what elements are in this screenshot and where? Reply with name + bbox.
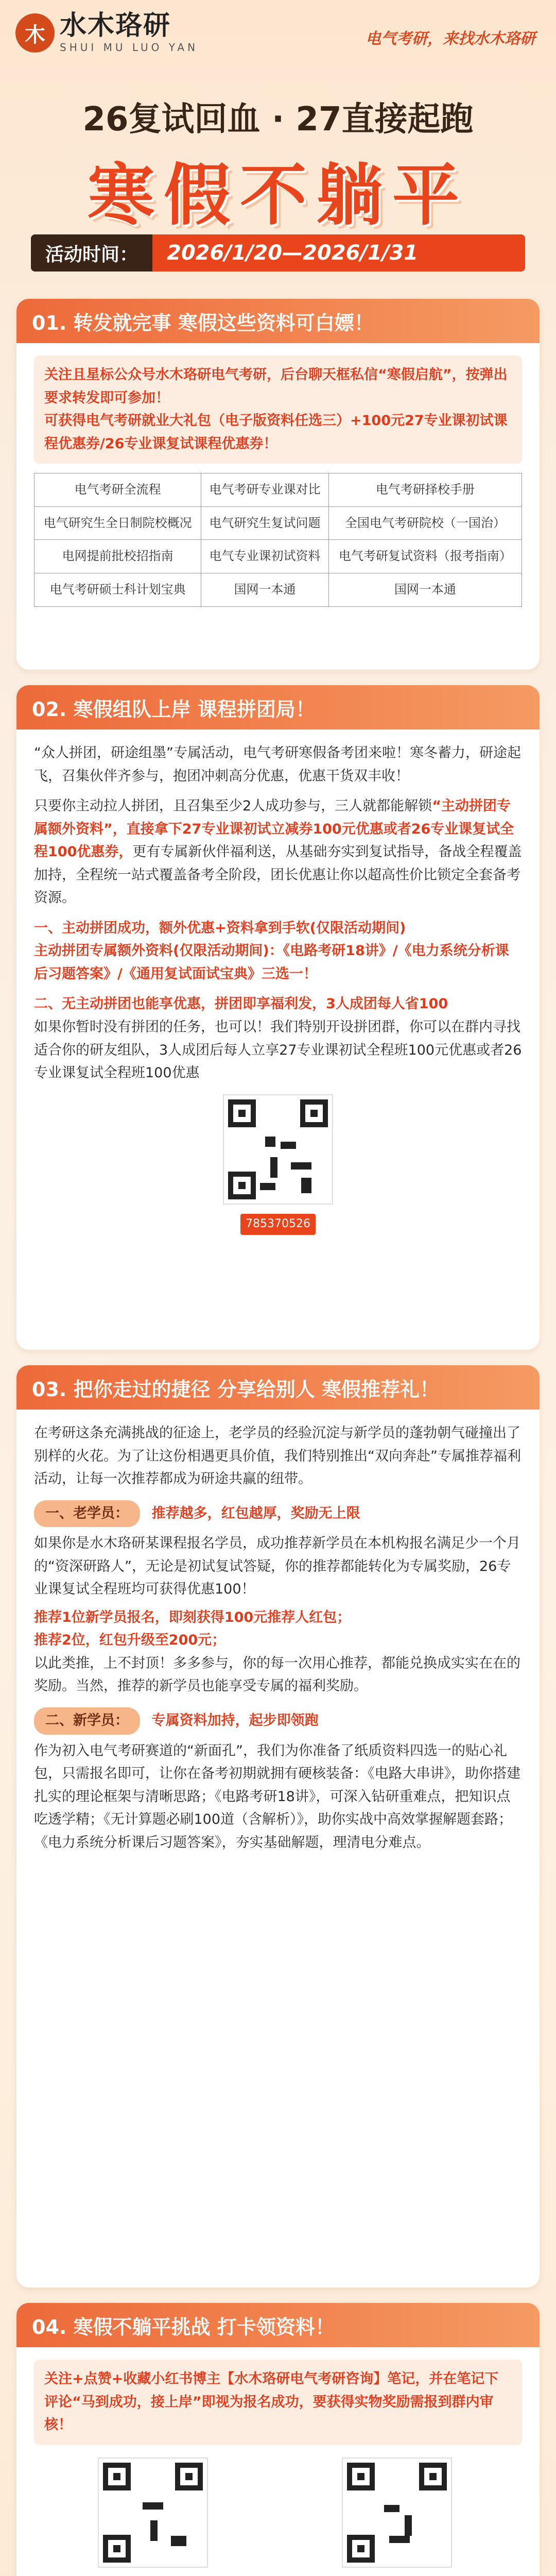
section-2-rule-highlight: “主动拼团专属额外资料”，直接拿下27专业课初试立减券100元优惠或者26专业课复试全程100优惠券， <box>34 798 514 860</box>
table-row <box>34 540 522 573</box>
section-2-rule-tail: 更有专属新伙伴福利送，从基础夯实到复试指导，备战全程覆盖加持，全程统一站式覆盖备考全阶段，团长优惠让你以超高性价比锁定全套备考资源。 <box>34 844 522 906</box>
new-student-body: 作为初入电气考研赛道的“新面孔”，我们为你准备了纸质资料四选一的贴心礼包，只需报名即可，让你在备考初期就拥有硬核装备：《电路大串讲》，助你搭建扎实的理论框架与清晰思路；《电路考研18讲》，可深入钻研重难点，把知识点吃透学精；《无计算题必刷100道（含解析）》，助你实战中高效掌握解题套路；《电力系统分析课后习题答案》，夯实基础解题，理清电分难点。 <box>34 1742 520 1851</box>
date-label: 活动时间： <box>31 234 152 272</box>
table-cell: 电气研究生全日制院校概况 <box>34 506 201 540</box>
section-2-point2: 二、无主动拼团也能享优惠，拼团即享福利发，3人成团每人省100 <box>34 996 448 1012</box>
section-4-card <box>16 2303 540 2576</box>
date-value: 2026/1/20—2026/1/31 <box>152 234 525 272</box>
new-student-head: 专属资料加持，起步即领跑 <box>151 1713 319 1729</box>
old-student-tier-3: 以此类推，上不封顶！多多参与，你的每一次用心推荐，都能兑换成实实在在的奖励。当然，推荐的新学员也能享受专属的福利奖励。 <box>34 1655 520 1694</box>
section-1-notice-line1: 关注且星标公众号水木珞研电气考研，后台聊天框私信“寒假启航”，按弹出要求转发即可参加！ <box>44 367 508 406</box>
old-student-tier-1: 推荐1位新学员报名，即刻获得100元推荐人红包； <box>34 1609 351 1625</box>
resource-table <box>34 473 522 606</box>
logo-name: 水木珞研 <box>60 10 171 41</box>
section-2-rule-title: 只要你主动拉人拼团，且召集至少2人成功参与，三人就都能解锁 <box>34 798 432 815</box>
section-4-qr-row <box>34 2458 522 2576</box>
table-row <box>34 506 522 540</box>
section-2-title: 02. 寒假组队上岸 课程拼团局！ <box>16 685 540 730</box>
section-4-notice: 关注+点赞+收藏小红书博主【水木珞研电气考研咨询】笔记，并在笔记下评论“马到成功，接上岸”即视为报名成功，要获得实物奖励需报到群内审核！ <box>34 2360 522 2445</box>
section-3-title: 03. 把你走过的捷径 分享给别人 寒假推荐礼！ <box>16 1365 540 1410</box>
logo-mark-icon: 木 <box>15 13 55 53</box>
table-cell: 电气专业课初试资料 <box>201 540 329 573</box>
section-2-intro: “众人拼团，研途组墨”专属活动，电气考研寒假备考团来啦！寒冬蓄力，研途起飞，召集伙伴齐参与，抱团冲刺高分优惠，优惠干货双丰收！ <box>34 745 521 784</box>
old-student-tier-2: 推荐2位，红包升级至200元； <box>34 1632 226 1649</box>
poster-header <box>0 0 556 289</box>
section-2-gift1: 主动拼团专属额外资料(仅限活动期间)：《电路考研18讲》/《电力系统分析课后习题答案》/《通用复试面试宝典》三选一！ <box>34 943 509 982</box>
section-1-notice-line2: 可获得电气考研就业大礼包（电子版资料任选三）+100元27专业课初试课程优惠券/26专业课复试课程优惠券！ <box>44 413 508 452</box>
table-cell: 国网一本通 <box>328 573 522 606</box>
xiaohongshu-qr-code[interactable] <box>98 2458 208 2568</box>
section-2-body2: 如果你暂时没有拼团的任务，也可以！我们特别开设拼团群，你可以在群内寻找适合你的研友组队，3人成团后每人立享27专业课初试全程班100元优惠或者26专业课复试全程班100优惠 <box>34 1019 522 1081</box>
activity-date-bar <box>31 234 525 272</box>
logo-name-en: SHUI MU LUO YAN <box>60 41 199 54</box>
slogan: 电气考研，来找水木珞研 <box>366 30 535 48</box>
table-cell: 全国电气考研院校（一国治） <box>328 506 522 540</box>
new-student-pill: 二、新学员： <box>34 1707 140 1735</box>
group-qr-code[interactable] <box>223 1094 333 1205</box>
section-3-intro: 在考研这条充满挑战的征途上，老学员的经验沉淀与新学员的蓬勃朝气碰撞出了别样的火花。为了让这份相遇更具价值，我们特别推出“双向奔赴”专属推荐福利活动，让每一次推荐都成为研途共赢的纽带。 <box>34 1425 521 1487</box>
checkin-group-qr-code[interactable] <box>342 2458 452 2568</box>
table-cell: 电气考研全流程 <box>34 473 201 507</box>
table-cell: 电气考研择校手册 <box>328 473 522 507</box>
section-1-card <box>16 299 540 670</box>
old-student-body: 如果你是水木珞研某课程报名学员，成功推荐新学员在本机构报名满足少一个月的“资深研路人”，无论是初试复试答疑，你的推荐都能转化为专属奖励，26专业课复试全程班均可获得优惠100！ <box>34 1535 520 1598</box>
table-row <box>34 573 522 606</box>
poster-title: 寒假不躺平 <box>87 156 468 234</box>
poster-subtitle: 26复试回血 · 27直接起跑 <box>82 100 474 139</box>
section-2-card <box>16 685 540 1350</box>
table-cell: 国网一本通 <box>201 573 329 606</box>
table-cell: 电气考研专业课对比 <box>201 473 329 507</box>
section-1-title: 01. 转发就完事 寒假这些资料可白嫖！ <box>16 299 540 343</box>
brand-logo <box>15 12 198 54</box>
group-qr-label: 785370526 <box>240 1214 316 1234</box>
section-3-card <box>16 1365 540 2287</box>
old-student-head: 推荐越多，红包越厚，奖励无上限 <box>151 1505 360 1521</box>
section-4-title: 04. 寒假不躺平挑战 打卡领资料！ <box>16 2303 540 2347</box>
table-cell: 电气研究生复试问题 <box>201 506 329 540</box>
table-row <box>34 473 522 507</box>
old-student-pill: 一、老学员： <box>34 1500 140 1528</box>
section-1-notice <box>34 355 522 464</box>
section-2-qr-block <box>34 1094 522 1235</box>
table-cell: 电气考研硕士科计划宝典 <box>34 573 201 606</box>
table-cell: 电网提前批校招指南 <box>34 540 201 573</box>
section-2-point1: 一、主动拼团成功，额外优惠+资料拿到手软(仅限活动期间) <box>34 920 406 936</box>
table-cell: 电气考研复试资料（报考指南） <box>328 540 522 573</box>
